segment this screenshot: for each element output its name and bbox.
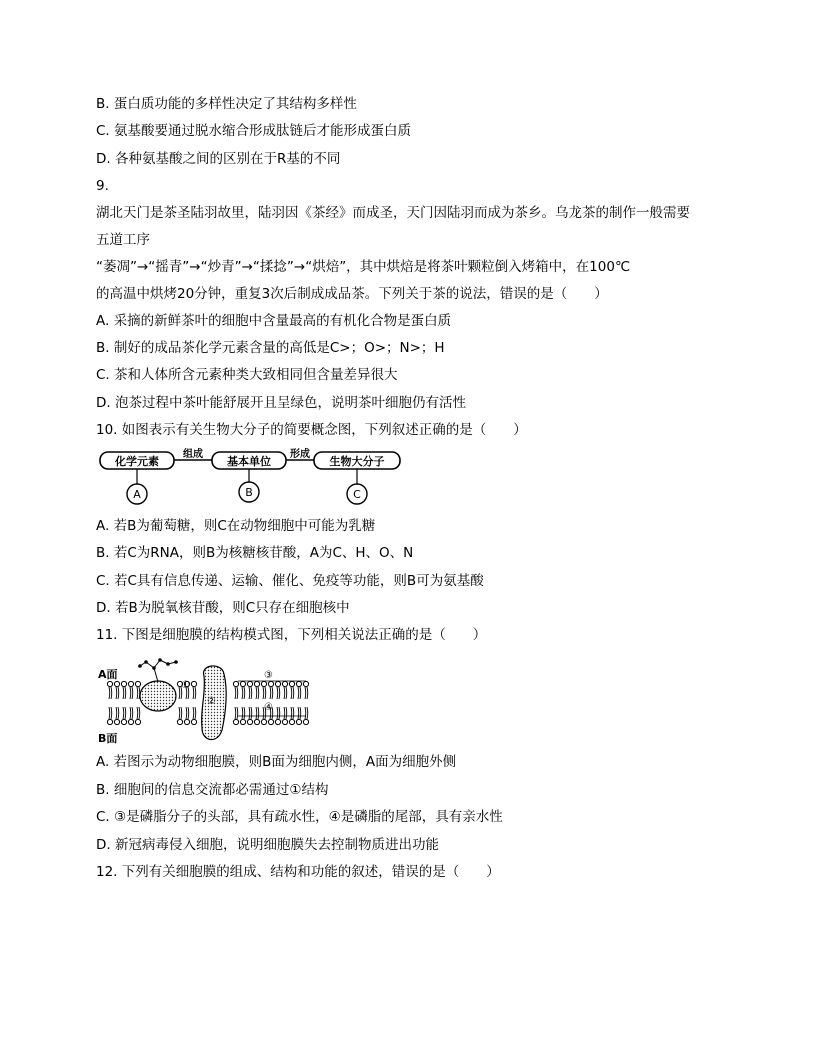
phospholipid-tail	[293, 707, 294, 719]
phospholipid-tail	[125, 707, 126, 719]
phospholipid-tail	[130, 687, 131, 699]
membrane-mark-1: ①	[181, 680, 190, 691]
phospholipid-tail	[258, 707, 259, 719]
phospholipid-tail	[109, 687, 110, 699]
phospholipid-tail	[256, 687, 257, 699]
phospholipid-head	[233, 719, 238, 724]
phospholipid-head	[254, 681, 259, 686]
phospholipid-head	[268, 681, 273, 686]
phospholipid-head	[296, 681, 301, 686]
phospholipid-tail	[237, 707, 238, 719]
cell-membrane-figure	[96, 654, 326, 746]
concept-circle-b-label: B	[245, 486, 253, 499]
phospholipid-tail	[263, 687, 264, 699]
concept-link-1-label: 组成	[183, 449, 203, 460]
phospholipid-tail	[242, 707, 243, 719]
phospholipid-head	[275, 719, 280, 724]
phospholipid-head	[128, 719, 133, 724]
q9-option-a: A. 采摘的新鲜茶叶的细胞中含量最高的有机化合物是蛋白质	[96, 313, 452, 329]
phospholipid-head	[233, 681, 238, 686]
q8-option-d: D. 各种氨基酸之间的区别在于R基的不同	[96, 151, 341, 167]
concept-circle-a-label: A	[133, 488, 141, 501]
phospholipid-tail	[188, 707, 189, 719]
phospholipid-tail	[277, 707, 278, 719]
phospholipid-tail	[195, 707, 196, 719]
phospholipid-tail	[258, 687, 259, 699]
membrane-a-side-label: A面	[98, 668, 118, 681]
phospholipid-tail	[111, 707, 112, 719]
q9-option-c: C. 茶和人体所含元素种类大致相同但含量差异很大	[96, 367, 398, 383]
phospholipid-head	[247, 719, 252, 724]
phospholipid-tail	[118, 687, 119, 699]
phospholipid-tail	[132, 687, 133, 699]
phospholipid-tail	[293, 687, 294, 699]
phospholipid-tail	[284, 707, 285, 719]
phospholipid-tail	[307, 707, 308, 719]
phospholipid-tail	[305, 707, 306, 719]
membrane-mark-2: ②	[207, 696, 216, 707]
phospholipid-head	[254, 719, 259, 724]
phospholipid-tail	[179, 707, 180, 719]
q9-number: 9.	[96, 178, 109, 194]
phospholipid-tail	[179, 687, 180, 699]
phospholipid-tail	[286, 687, 287, 699]
phospholipid-tail	[130, 707, 131, 719]
q9-stem-line4: 的高温中烘烤20分钟，重复3次后制成成品茶。下列关于茶的说法，错误的是（ ）	[96, 286, 608, 302]
phospholipid-tail	[123, 707, 124, 719]
q9-stem-line2: 五道工序	[96, 232, 150, 248]
phospholipid-head	[177, 719, 182, 724]
q10-option-b: B. 若C为RNA，则B为核糖核苷酸，A为C、H、O、N	[96, 545, 414, 561]
phospholipid-head	[114, 681, 119, 686]
phospholipid-head	[261, 681, 266, 686]
q10-stem: 10. 如图表示有关生物大分子的简要概念图，下列叙述正确的是（ ）	[96, 422, 527, 438]
phospholipid-head	[135, 681, 140, 686]
phospholipid-tail	[244, 687, 245, 699]
phospholipid-head	[135, 719, 140, 724]
phospholipid-head	[107, 681, 112, 686]
phospholipid-tail	[298, 687, 299, 699]
phospholipid-head	[107, 719, 112, 724]
q9-stem-line1: 湖北天门是茶圣陆羽故里，陆羽因《茶经》而成圣，天门因陆羽而成为茶乡。乌龙茶的制作一般需要	[96, 205, 690, 221]
phospholipid-tail	[256, 707, 257, 719]
phospholipid-tail	[116, 707, 117, 719]
q12-stem: 12. 下列有关细胞膜的组成、结构和功能的叙述，错误的是（ ）	[96, 864, 500, 880]
phospholipid-tail	[242, 687, 243, 699]
q9-option-b: B. 制好的成品茶化学元素含量的高低是C>；O>；N>；H	[96, 340, 445, 356]
phospholipid-tail	[118, 707, 119, 719]
phospholipid-head	[261, 719, 266, 724]
phospholipid-tail	[116, 687, 117, 699]
membrane-b-side-label: B面	[98, 732, 118, 745]
phospholipid-head	[184, 719, 189, 724]
phospholipid-tail	[193, 687, 194, 699]
concept-link-2-label: 形成	[290, 449, 310, 460]
phospholipid-head	[121, 681, 126, 686]
phospholipid-tail	[186, 707, 187, 719]
phospholipid-tail	[284, 687, 285, 699]
phospholipid-tail	[137, 687, 138, 699]
q11-option-d: D. 新冠病毒侵入细胞，说明细胞膜失去控制物质进出功能	[96, 837, 439, 853]
phospholipid-tail	[111, 687, 112, 699]
phospholipid-tail	[305, 687, 306, 699]
phospholipid-head	[275, 681, 280, 686]
phospholipid-tail	[249, 687, 250, 699]
phospholipid-head	[114, 719, 119, 724]
q9-stem-line3: “萎凋”→“摇青”→“炒青”→“揉捻”→“烘焙”，其中烘焙是将茶叶颗粒倒入烤箱中，在100℃	[96, 259, 631, 275]
phospholipid-tail	[237, 687, 238, 699]
concept-map-figure	[96, 446, 406, 512]
phospholipid-tail	[125, 687, 126, 699]
phospholipid-tail	[265, 687, 266, 699]
phospholipid-tail	[279, 687, 280, 699]
membrane-mark-3: ③	[264, 670, 273, 681]
q8-option-b: B. 蛋白质功能的多样性决定了其结构多样性	[96, 96, 357, 112]
concept-box-elements-label: 化学元素	[115, 455, 159, 468]
phospholipid-head	[282, 681, 287, 686]
phospholipid-head	[121, 719, 126, 724]
phospholipid-head	[191, 681, 196, 686]
membrane-mark-4: ④	[264, 702, 273, 713]
phospholipid-tail	[132, 707, 133, 719]
phospholipid-tail	[300, 707, 301, 719]
phospholipid-tail	[195, 687, 196, 699]
concept-box-units-label: 基本单位	[227, 455, 271, 468]
phospholipid-tail	[300, 687, 301, 699]
phospholipid-head	[240, 719, 245, 724]
phospholipid-head	[303, 681, 308, 686]
phospholipid-tail	[109, 707, 110, 719]
phospholipid-head	[247, 681, 252, 686]
phospholipid-head	[282, 719, 287, 724]
q10-option-d: D. 若B为脱氧核苷酸，则C只存在细胞核中	[96, 600, 350, 616]
q9-option-d: D. 泡茶过程中茶叶能舒展开且呈绿色，说明茶叶细胞仍有活性	[96, 395, 466, 411]
phospholipid-tail	[244, 707, 245, 719]
phospholipid-tail	[277, 687, 278, 699]
phospholipid-tail	[123, 687, 124, 699]
phospholipid-tail	[272, 687, 273, 699]
q10-option-c: C. 若C具有信息传递、运输、催化、免疫等功能，则B可为氨基酸	[96, 573, 484, 589]
phospholipid-tail	[279, 707, 280, 719]
phospholipid-tail	[251, 707, 252, 719]
phospholipid-head	[240, 681, 245, 686]
q11-stem: 11. 下图是细胞膜的结构模式图，下列相关说法正确的是（ ）	[96, 627, 487, 643]
phospholipid-tail	[235, 707, 236, 719]
phospholipid-head	[268, 719, 273, 724]
phospholipid-tail	[249, 707, 250, 719]
phospholipid-tail	[251, 687, 252, 699]
phospholipid-tail	[286, 707, 287, 719]
phospholipid-tail	[181, 707, 182, 719]
phospholipid-tail	[291, 707, 292, 719]
phospholipid-head	[289, 719, 294, 724]
phospholipid-tail	[137, 707, 138, 719]
q8-option-c: C. 氨基酸要通过脱水缩合形成肽链后才能形成蛋白质	[96, 123, 412, 139]
phospholipid-tail	[139, 707, 140, 719]
concept-circle-c-label: C	[353, 488, 361, 501]
q10-option-a: A. 若B为葡萄糖，则C在动物细胞中可能为乳糖	[96, 518, 376, 534]
concept-box-macromolecule-label: 生物大分子	[329, 455, 385, 468]
phospholipid-head	[191, 719, 196, 724]
q11-option-c: C. ③是磷脂分子的头部，具有疏水性，④是磷脂的尾部，具有亲水性	[96, 809, 503, 825]
phospholipid-tail	[193, 707, 194, 719]
phospholipid-head	[296, 719, 301, 724]
phospholipid-head	[303, 719, 308, 724]
phospholipid-tail	[298, 707, 299, 719]
q11-option-a: A. 若图示为动物细胞膜，则B面为细胞内侧，A面为细胞外侧	[96, 754, 457, 770]
phospholipid-head	[289, 681, 294, 686]
phospholipid-head	[128, 681, 133, 686]
glycoprotein-shape	[140, 681, 176, 711]
phospholipid-tail	[270, 687, 271, 699]
q11-option-b: B. 细胞间的信息交流都必需通过①结构	[96, 782, 329, 798]
phospholipid-tail	[291, 687, 292, 699]
phospholipid-tail	[307, 687, 308, 699]
phospholipid-tail	[235, 687, 236, 699]
